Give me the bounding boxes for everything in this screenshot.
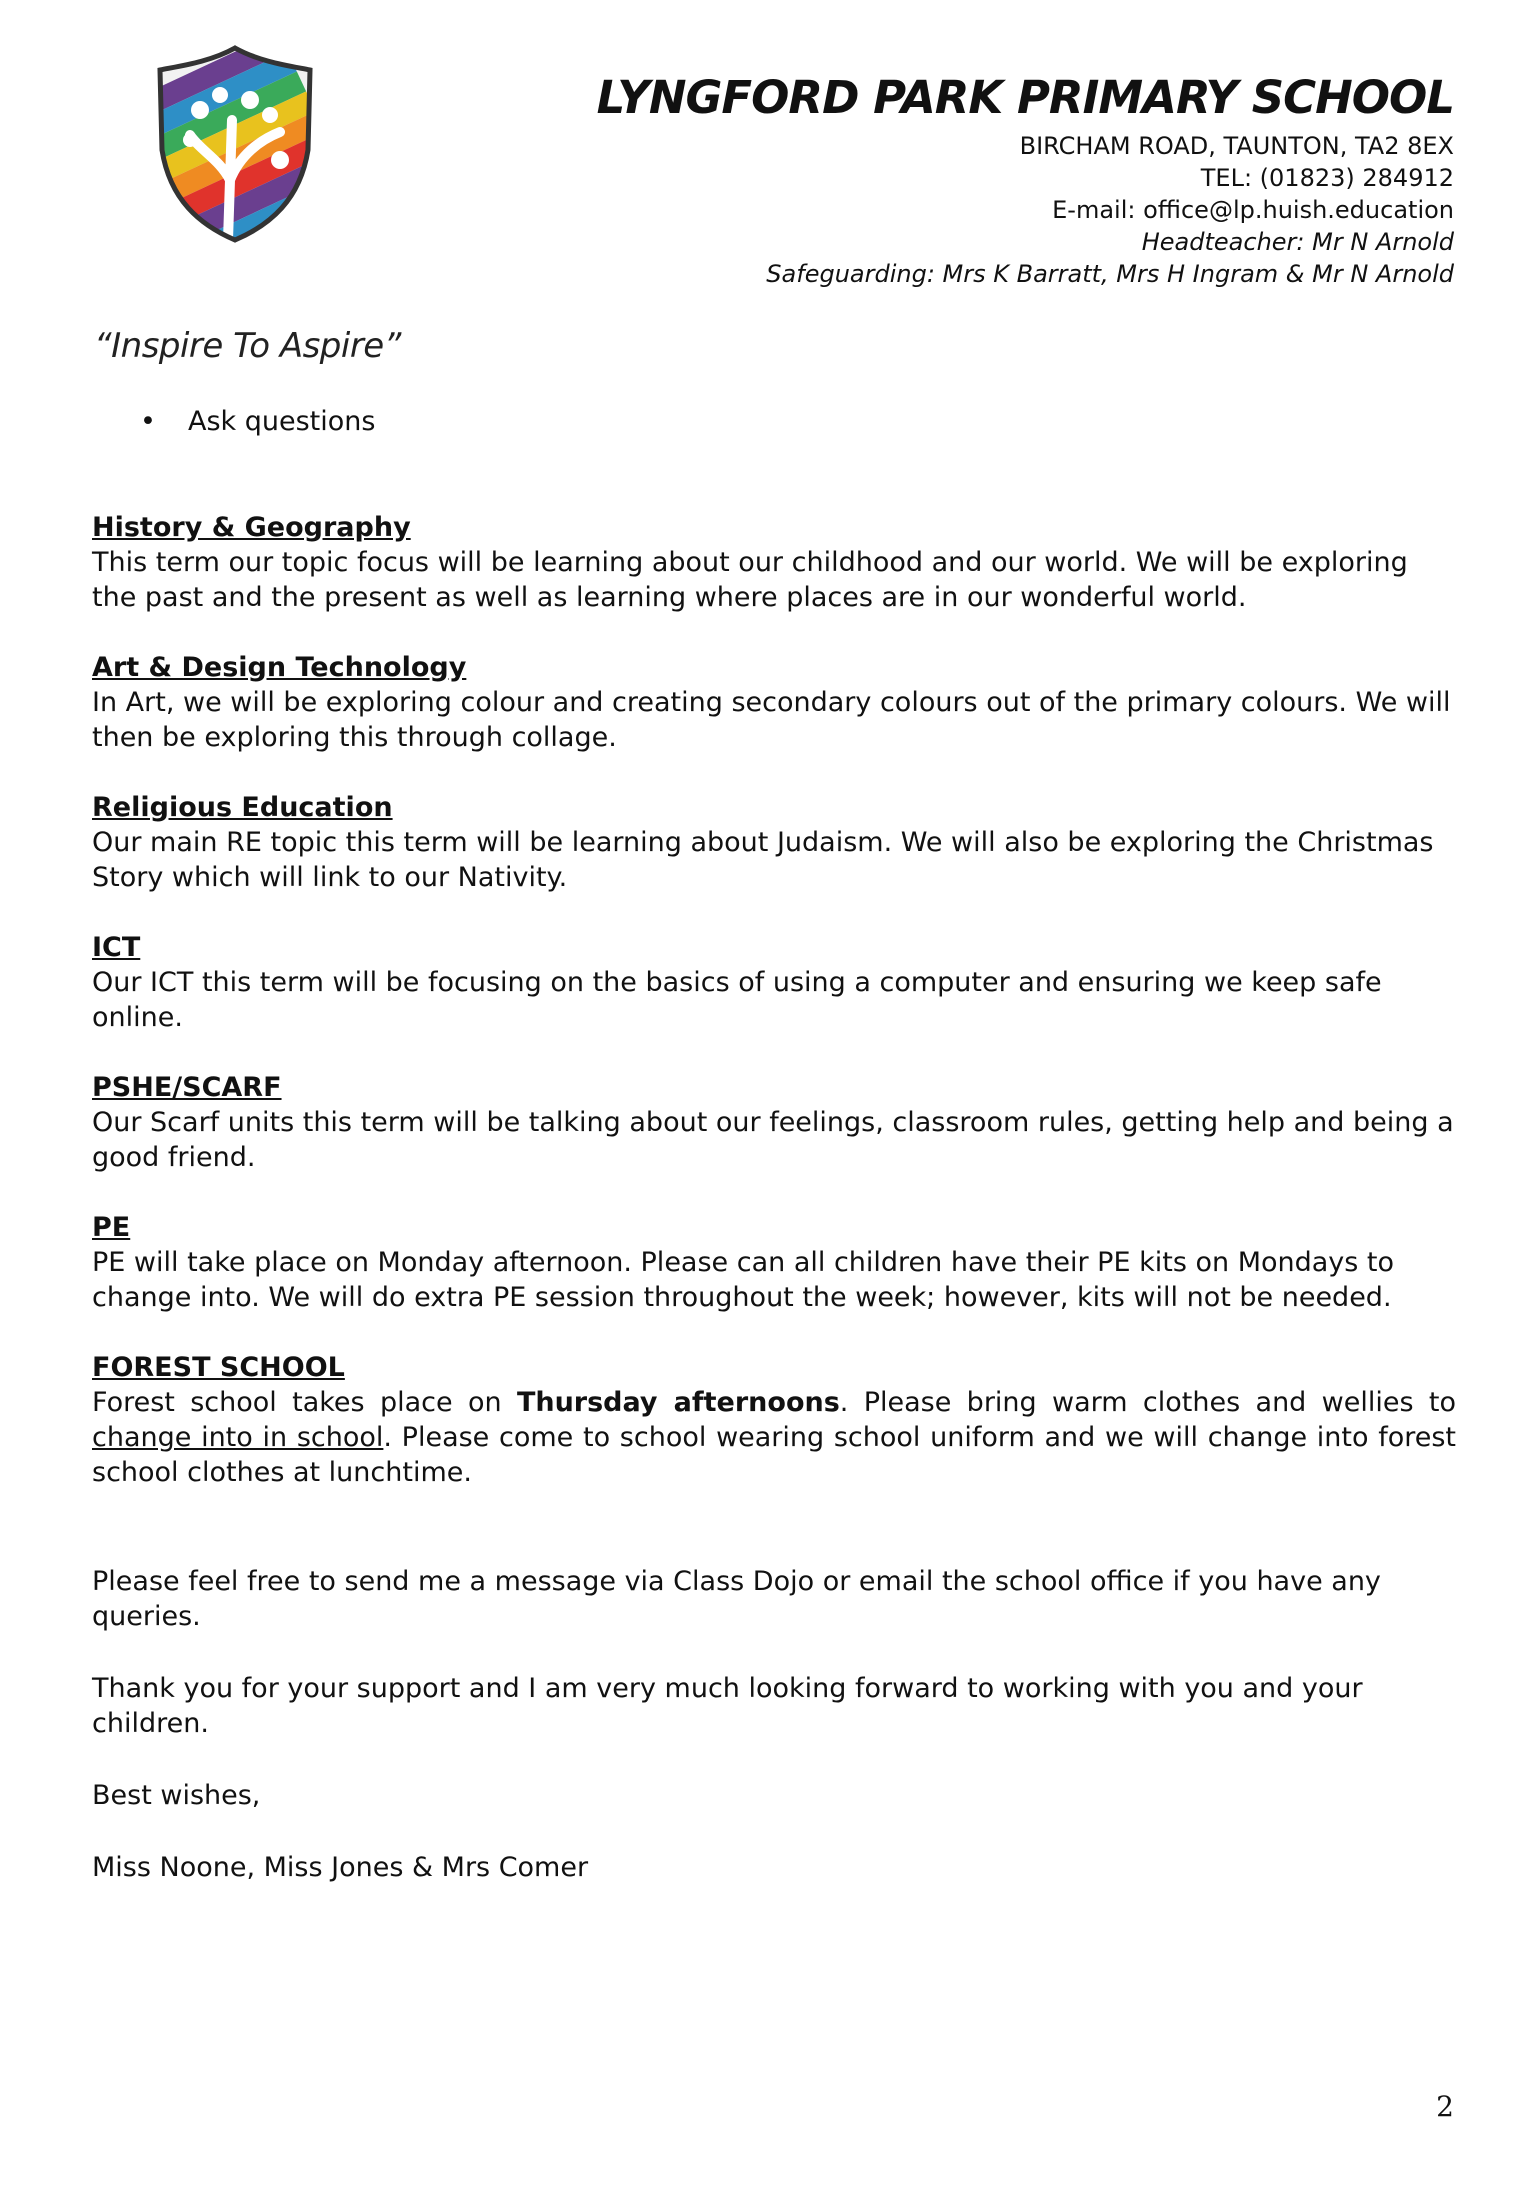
section-text: This term our topic focus will be learning about our childhood and our world. We will be exploring the past and the present as well as learning where places are in our wonderful world. — [92, 547, 1408, 613]
section-pshe-scarf — [92, 1070, 1456, 1175]
letter-body — [92, 510, 1456, 1525]
school-crest-tree-icon — [150, 40, 320, 250]
signoff: Best wishes, — [92, 1780, 261, 1811]
text-run: . Please come to school wearing school uniform and we will change into forest school clothes at lunchtime. — [92, 1422, 1456, 1488]
section-religious-education — [92, 790, 1456, 895]
signatories: Miss Noone, Miss Jones & Mrs Comer — [92, 1852, 589, 1883]
bold-text: Thursday afternoons — [516, 1387, 840, 1418]
section-text: Our ICT this term will be focusing on the basics of using a computer and ensuring we keep safe online. — [92, 967, 1382, 1033]
section-text: In Art, we will be exploring colour and creating secondary colours out of the primary colours. We will then be exploring this through collage. — [92, 687, 1451, 753]
section-pe — [92, 1210, 1456, 1315]
letter-closing — [92, 1564, 1456, 1922]
bullet-text: Ask questions — [188, 406, 376, 437]
section-heading: PSHE/SCARF — [92, 1072, 282, 1103]
bullet-list-item — [140, 406, 375, 437]
school-telephone: TEL: (01823) 284912 — [1200, 163, 1454, 192]
section-text: Our main RE topic this term will be learning about Judaism. We will also be exploring the Christmas Story which will link to our Nativity. — [92, 827, 1434, 893]
section-heading: FOREST SCHOOL — [92, 1352, 345, 1383]
letterhead — [597, 72, 1454, 290]
text-run: . Please bring warm clothes and wellies to — [839, 1387, 1456, 1418]
headteacher-line: Headteacher: Mr N Arnold — [1141, 227, 1454, 256]
section-heading: Art & Design Technology — [92, 652, 467, 683]
section-heading: ICT — [92, 932, 141, 963]
section-history-geography — [92, 510, 1456, 615]
section-text: PE will take place on Monday afternoon. Please can all children have their PE kits on Mondays to change into. We will do extra PE session throughout the week; however, kits will not be needed. — [92, 1247, 1395, 1313]
section-ict — [92, 930, 1456, 1035]
school-name: LYNGFORD PARK PRIMARY SCHOOL — [596, 71, 1454, 124]
contact-message: Please feel free to send me a message via Class Dojo or email the school office if you have any queries. — [92, 1566, 1381, 1632]
text-run: Forest school takes place on — [92, 1387, 517, 1418]
school-logo — [150, 40, 320, 250]
bullet-icon: • — [140, 406, 156, 437]
section-text: Our Scarf units this term will be talking about our feelings, classroom rules, getting help and being a good friend. — [92, 1107, 1454, 1173]
section-heading: PE — [92, 1212, 131, 1243]
school-email: E-mail: office@lp.huish.education — [1052, 195, 1454, 224]
safeguarding-line: Safeguarding: Mrs K Barratt, Mrs H Ingram & Mr N Arnold — [766, 259, 1454, 288]
page-number: 2 — [1436, 2090, 1454, 2123]
school-motto: “Inspire To Aspire” — [94, 326, 401, 366]
section-art-design — [92, 650, 1456, 755]
section-heading: Religious Education — [92, 792, 393, 823]
underlined-text: change into in school — [92, 1422, 384, 1453]
section-forest-school — [92, 1350, 1456, 1490]
section-heading: History & Geography — [92, 512, 411, 543]
section-text — [92, 1385, 1456, 1490]
thanks-message: Thank you for your support and I am very much looking forward to working with you and your children. — [92, 1673, 1363, 1739]
school-address: BIRCHAM ROAD, TAUNTON, TA2 8EX — [1019, 131, 1454, 160]
